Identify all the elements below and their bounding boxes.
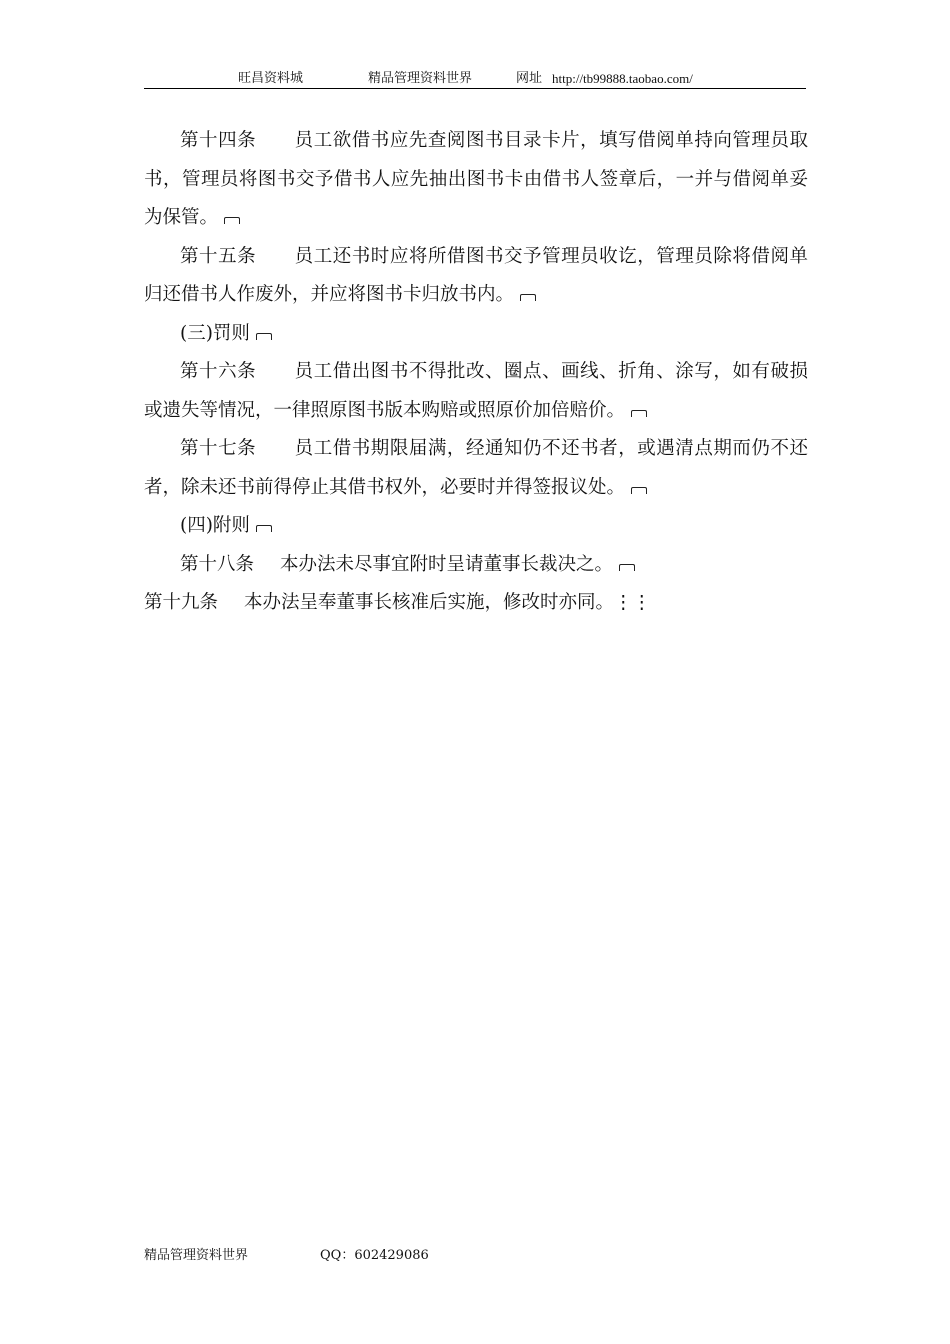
paragraph-mark-icon <box>256 331 272 341</box>
article-18-label: 第十八条 <box>180 553 255 575</box>
article-17-text: 员工借书期限届满，经通知仍不还书者，或遇清点期而仍不还者，除未还书前得停止其借书权外，必要时并得签报议处。 <box>144 438 808 498</box>
document-body <box>144 122 808 623</box>
article-18 <box>144 546 808 585</box>
article-17-label: 第十七条 <box>180 438 257 459</box>
section-3-heading <box>144 315 808 354</box>
article-15-text: 员工还书时应将所借图书交予管理员收讫，管理员除将借阅单归还借书人作废外，并应将图书卡归放书内。 <box>144 245 808 305</box>
article-15 <box>144 238 808 315</box>
article-14-text: 员工欲借书应先查阅图书目录卡片，填写借阅单持向管理员取书，管理员将图书交予借书人应先抽出图书卡由借书人签章后，一并与借阅单妥为保管。 <box>144 130 808 228</box>
article-19 <box>144 584 808 623</box>
header-url-label: 网址 <box>516 71 543 86</box>
paragraph-mark-icon <box>224 215 240 225</box>
footer-qq: QQ：602429086 <box>320 1248 429 1263</box>
article-16-text: 员工借出图书不得批改、圈点、画线、折角、涂写，如有破损或遗失等情况，一律照原图书版本购赔或照原价加倍赔价。 <box>144 361 808 421</box>
paragraph-mark-icon <box>631 408 647 418</box>
article-14-label: 第十四条 <box>180 130 257 151</box>
article-19-label: 第十九条 <box>144 592 219 613</box>
footer-brand: 精品管理资料世界 <box>144 1248 249 1263</box>
header-site-name: 旺昌资料城 <box>238 71 304 86</box>
article-19-text: 本办法呈奉董事长核准后实施，修改时亦同。⋮⋮ <box>244 592 652 613</box>
article-17 <box>144 430 808 507</box>
paragraph-mark-icon <box>619 562 635 572</box>
article-18-text: 本办法未尽事宜附时呈请董事长裁决之。 <box>280 553 614 575</box>
section-3-label: (三)罚则 <box>180 322 250 344</box>
page-footer <box>144 1247 429 1265</box>
section-4-label: (四)附则 <box>180 515 250 536</box>
paragraph-mark-icon <box>520 292 536 302</box>
header-brand: 精品管理资料世界 <box>368 71 473 86</box>
paragraph-mark-icon <box>631 485 647 495</box>
page-header <box>144 68 806 89</box>
paragraph-mark-icon <box>256 523 272 533</box>
article-15-label: 第十五条 <box>180 245 257 267</box>
article-14 <box>144 122 808 238</box>
header-url-link[interactable]: http://tb99888.taobao.com/ <box>552 71 693 86</box>
article-16 <box>144 353 808 430</box>
article-16-label: 第十六条 <box>180 361 257 382</box>
section-4-heading <box>144 507 808 546</box>
